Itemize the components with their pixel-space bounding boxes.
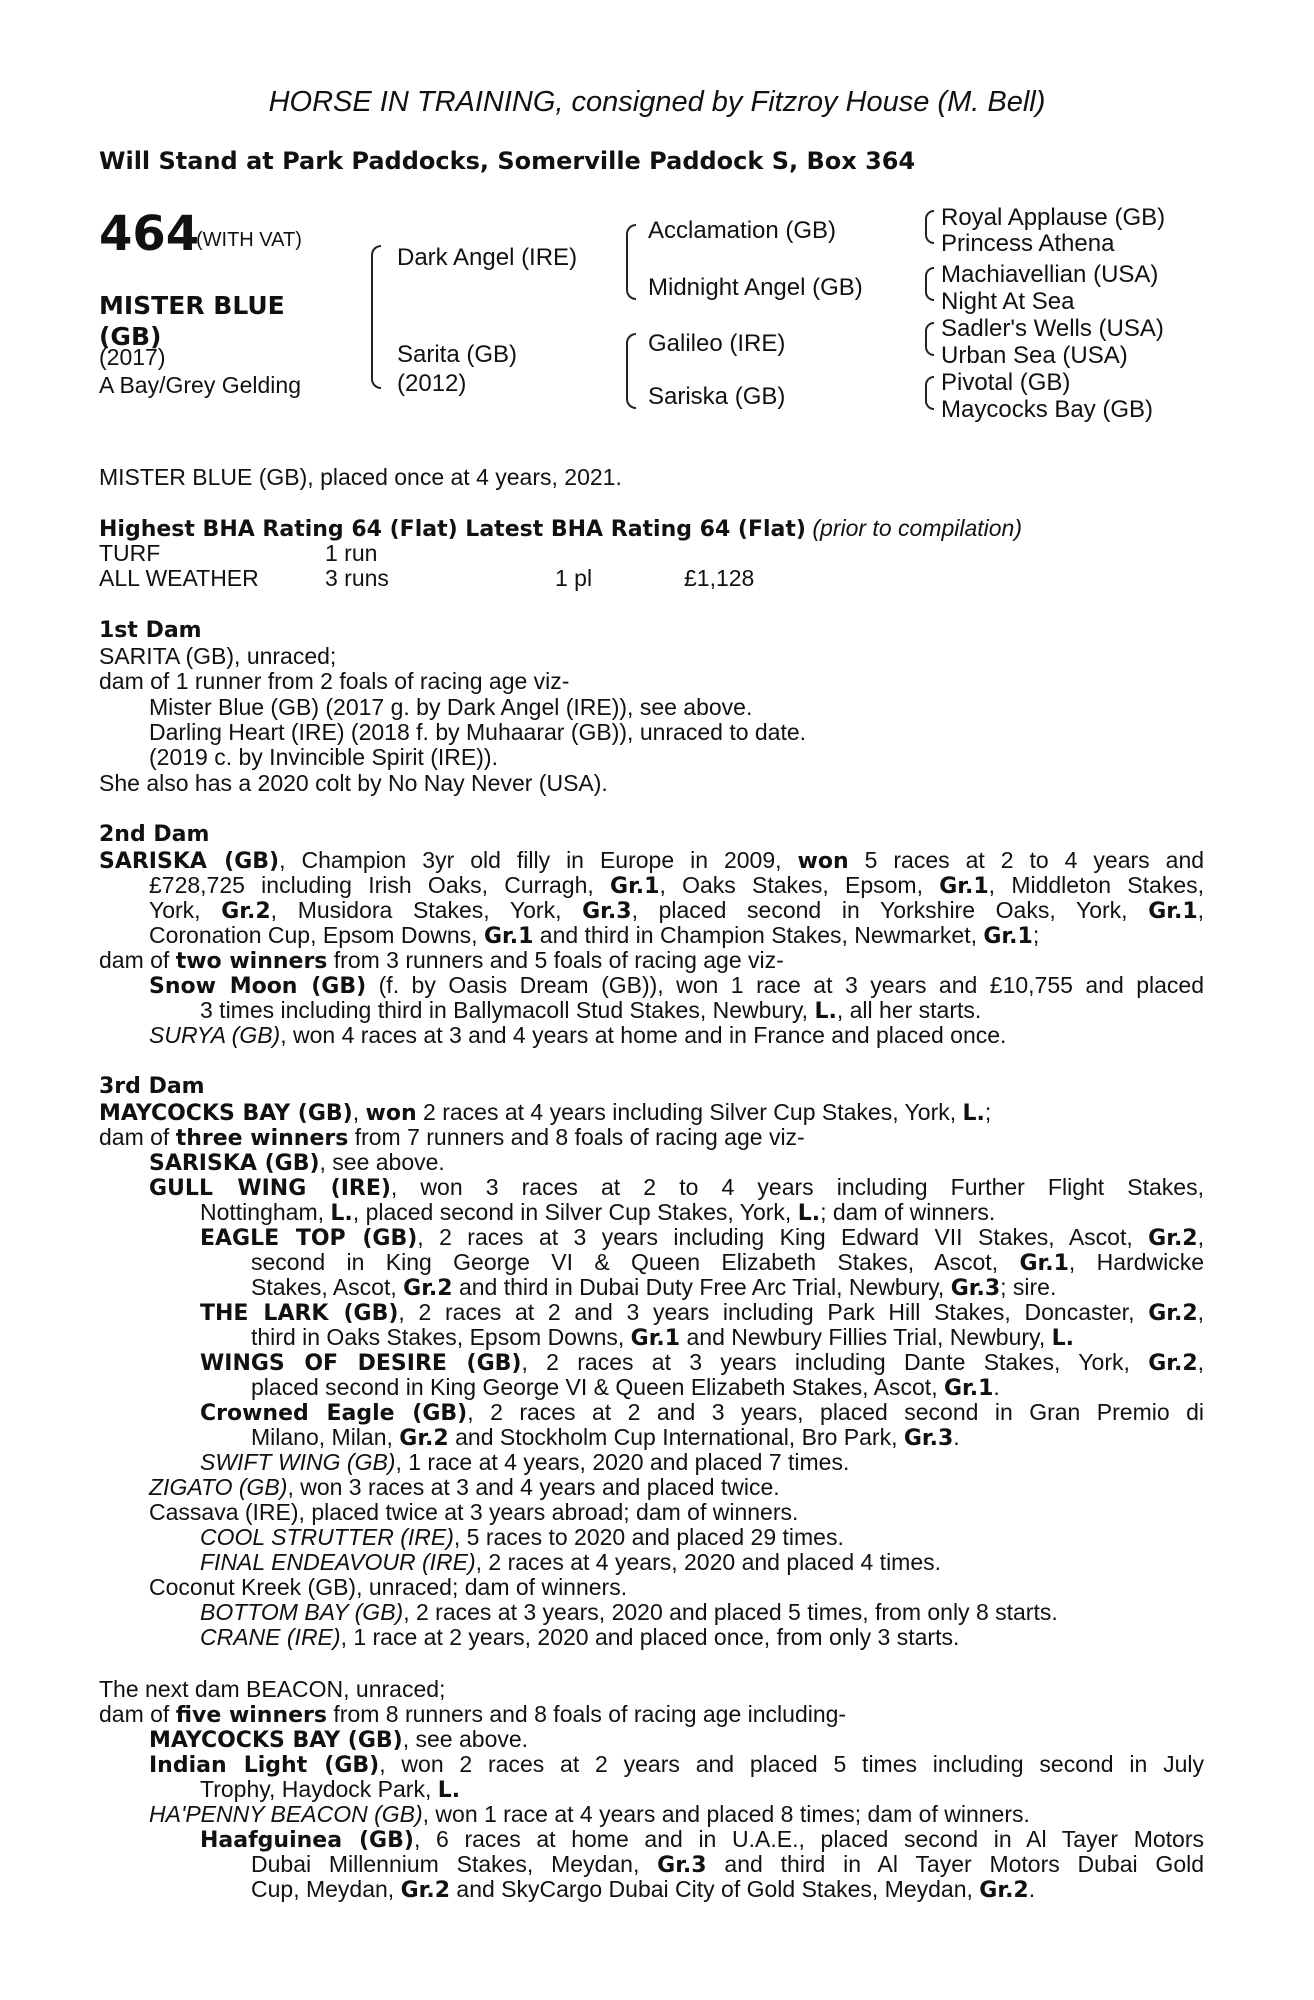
- brace-ss: [925, 210, 934, 244]
- third-dam-produce: CRANE (IRE), 1 race at 2 years, 2020 and placed once, from only 3 starts.: [200, 1624, 960, 1650]
- first-dam-produce: Darling Heart (IRE) (2018 f. by Muhaarar (GB)), unraced to date.: [149, 719, 807, 745]
- first-dam-produce: Mister Blue (GB) (2017 g. by Dark Angel (IRE)), see above.: [149, 694, 753, 720]
- race-summary: MISTER BLUE (GB), placed once at 4 years, 2021.: [99, 464, 622, 490]
- next-dam-line: The next dam BEACON, unraced;: [99, 1676, 446, 1702]
- first-dam-produce: (2019 c. by Invincible Spirit (IRE)).: [149, 744, 498, 770]
- brace-ds: [925, 322, 934, 356]
- next-dam-produce: Haafguinea (GB), 6 races at home and in U.A.E., placed second in Al Tayer Motors: [200, 1826, 1204, 1853]
- aw-runs: 3 runs: [325, 565, 389, 591]
- catalogue-title: HORSE IN TRAINING, consigned by Fitzroy House (M. Bell): [268, 86, 1046, 118]
- third-dam-line: MAYCOCKS BAY (GB), won 2 races at 4 years including Silver Cup Stakes, York, L.;: [99, 1099, 992, 1126]
- third-dam-produce: Crowned Eagle (GB), 2 races at 2 and 3 years, placed second in Gran Premio di: [200, 1399, 1204, 1426]
- pedigree-dam-year: (2012): [397, 370, 467, 397]
- bha-rating: Highest BHA Rating 64 (Flat) Latest BHA Rating 64 (Flat) (prior to compilation): [99, 515, 1023, 542]
- third-dam-produce: Milano, Milan, Gr.2 and Stockholm Cup International, Bro Park, Gr.3.: [251, 1424, 960, 1451]
- third-dam-produce: EAGLE TOP (GB), 2 races at 3 years including King Edward VII Stakes, Ascot, Gr.2,: [200, 1224, 1204, 1251]
- pedigree-ssd: Princess Athena: [941, 230, 1115, 257]
- pedigree-sdd: Night At Sea: [941, 288, 1075, 315]
- pedigree-dds: Pivotal (GB): [941, 369, 1071, 396]
- third-dam-produce: SARISKA (GB), see above.: [149, 1149, 445, 1176]
- third-dam-produce: Nottingham, L., placed second in Silver Cup Stakes, York, L.; dam of winners.: [200, 1199, 996, 1226]
- next-dam-produce: MAYCOCKS BAY (GB), see above.: [149, 1726, 529, 1753]
- turf-runs: 1 run: [325, 540, 378, 566]
- first-dam-line: SARITA (GB), unraced;: [99, 643, 337, 669]
- third-dam-produce: Coconut Kreek (GB), unraced; dam of winners.: [149, 1574, 628, 1600]
- next-dam-line: dam of five winners from 8 runners and 8 foals of racing age including-: [99, 1701, 847, 1728]
- pedigree-sds: Machiavellian (USA): [941, 261, 1159, 288]
- second-dam-line: SARISKA (GB), Champion 3yr old filly in Europe in 2009, won 5 races at 2 to 4 years and: [99, 847, 1204, 874]
- aw-money: £1,128: [684, 565, 755, 591]
- horse-name: MISTER BLUE (GB): [99, 291, 285, 351]
- third-dam-line: dam of three winners from 7 runners and 8 foals of racing age viz-: [99, 1124, 805, 1151]
- second-dam-line: £728,725 including Irish Oaks, Curragh, Gr.1, Oaks Stakes, Epsom, Gr.1, Middleton Stakes,: [149, 872, 1204, 899]
- vat-note: (WITH VAT): [196, 229, 302, 251]
- second-dam-heading: 2nd Dam: [99, 822, 210, 847]
- stand-location: Will Stand at Park Paddocks, Somerville Paddock S, Box 364: [99, 147, 916, 175]
- third-dam-produce: second in King George VI & Queen Elizabeth Stakes, Ascot, Gr.1, Hardwicke: [251, 1249, 1204, 1276]
- next-dam-produce: Cup, Meydan, Gr.2 and SkyCargo Dubai City of Gold Stakes, Meydan, Gr.2.: [251, 1876, 1036, 1903]
- third-dam-produce: BOTTOM BAY (GB), 2 races at 3 years, 2020 and placed 5 times, from only 8 starts.: [200, 1599, 1058, 1625]
- third-dam-produce: third in Oaks Stakes, Epsom Downs, Gr.1 and Newbury Fillies Trial, Newbury, L.: [251, 1324, 1075, 1351]
- pedigree-sire-sire: Acclamation (GB): [648, 217, 837, 244]
- third-dam-produce: ZIGATO (GB), won 3 races at 3 and 4 years and placed twice.: [149, 1474, 780, 1500]
- third-dam-heading: 3rd Dam: [99, 1074, 205, 1099]
- third-dam-produce: COOL STRUTTER (IRE), 5 races to 2020 and placed 29 times.: [200, 1524, 844, 1550]
- first-dam-line: dam of 1 runner from 2 foals of racing age viz-: [99, 668, 570, 694]
- third-dam-produce: GULL WING (IRE), won 3 races at 2 to 4 years including Further Flight Stakes,: [149, 1174, 1204, 1201]
- horse-details: (2017) A Bay/Grey Gelding: [99, 344, 301, 398]
- second-dam-produce: Snow Moon (GB) (f. by Oasis Dream (GB)), won 1 race at 3 years and £10,755 and placed: [149, 972, 1204, 999]
- third-dam-produce: Stakes, Ascot, Gr.2 and third in Dubai Duty Free Arc Trial, Newbury, Gr.3; sire.: [251, 1274, 1057, 1301]
- brace-sd: [925, 267, 934, 301]
- third-dam-produce: THE LARK (GB), 2 races at 2 and 3 years including Park Hill Stakes, Doncaster, Gr.2,: [200, 1299, 1204, 1326]
- brace-sire-parents: [626, 224, 636, 300]
- turf-label: TURF: [99, 540, 161, 566]
- pedigree-sire: Dark Angel (IRE): [397, 244, 578, 271]
- next-dam-produce: Trophy, Haydock Park, L.: [200, 1776, 461, 1803]
- second-dam-line: dam of two winners from 3 runners and 5 foals of racing age viz-: [99, 947, 784, 974]
- third-dam-produce: SWIFT WING (GB), 1 race at 4 years, 2020 and placed 7 times.: [200, 1449, 850, 1475]
- brace-dd: [925, 376, 934, 410]
- pedigree-dsd: Urban Sea (USA): [941, 342, 1128, 369]
- second-dam-produce: SURYA (GB), won 4 races at 3 and 4 years at home and in France and placed once.: [149, 1022, 1007, 1048]
- first-dam-heading: 1st Dam: [99, 618, 202, 643]
- next-dam-produce: Dubai Millennium Stakes, Meydan, Gr.3 and third in Al Tayer Motors Dubai Gold: [251, 1851, 1204, 1878]
- pedigree-dam-dam: Sariska (GB): [648, 383, 786, 410]
- third-dam-produce: Cassava (IRE), placed twice at 3 years abroad; dam of winners.: [149, 1499, 799, 1525]
- second-dam-line: York, Gr.2, Musidora Stakes, York, Gr.3, placed second in Yorkshire Oaks, York, Gr.1,: [149, 897, 1204, 924]
- first-dam-line: She also has a 2020 colt by No Nay Never (USA).: [99, 770, 608, 796]
- brace-sire-dam: [371, 245, 381, 389]
- lot-number: 464: [99, 206, 200, 262]
- pedigree-sss: Royal Applause (GB): [941, 204, 1166, 231]
- third-dam-produce: FINAL ENDEAVOUR (IRE), 2 races at 4 years, 2020 and placed 4 times.: [200, 1549, 942, 1575]
- pedigree-sire-dam: Midnight Angel (GB): [648, 274, 863, 301]
- second-dam-line: Coronation Cup, Epsom Downs, Gr.1 and third in Champion Stakes, Newmarket, Gr.1;: [149, 922, 1040, 949]
- next-dam-produce: HA'PENNY BEACON (GB), won 1 race at 4 years and placed 8 times; dam of winners.: [149, 1801, 1030, 1827]
- pedigree-ddd: Maycocks Bay (GB): [941, 396, 1154, 423]
- pedigree-dam: Sarita (GB): [397, 341, 518, 368]
- pedigree-dss: Sadler's Wells (USA): [941, 315, 1164, 342]
- aw-label: ALL WEATHER: [99, 565, 259, 591]
- pedigree-dam-sire: Galileo (IRE): [648, 330, 786, 357]
- aw-placed: 1 pl: [555, 565, 593, 591]
- next-dam-produce: Indian Light (GB), won 2 races at 2 years and placed 5 times including second in July: [149, 1751, 1204, 1778]
- third-dam-produce: WINGS OF DESIRE (GB), 2 races at 3 years including Dante Stakes, York, Gr.2,: [200, 1349, 1204, 1376]
- brace-dam-parents: [626, 333, 636, 409]
- second-dam-produce: 3 times including third in Ballymacoll Stud Stakes, Newbury, L., all her starts.: [200, 997, 982, 1024]
- third-dam-produce: placed second in King George VI & Queen Elizabeth Stakes, Ascot, Gr.1.: [251, 1374, 1000, 1401]
